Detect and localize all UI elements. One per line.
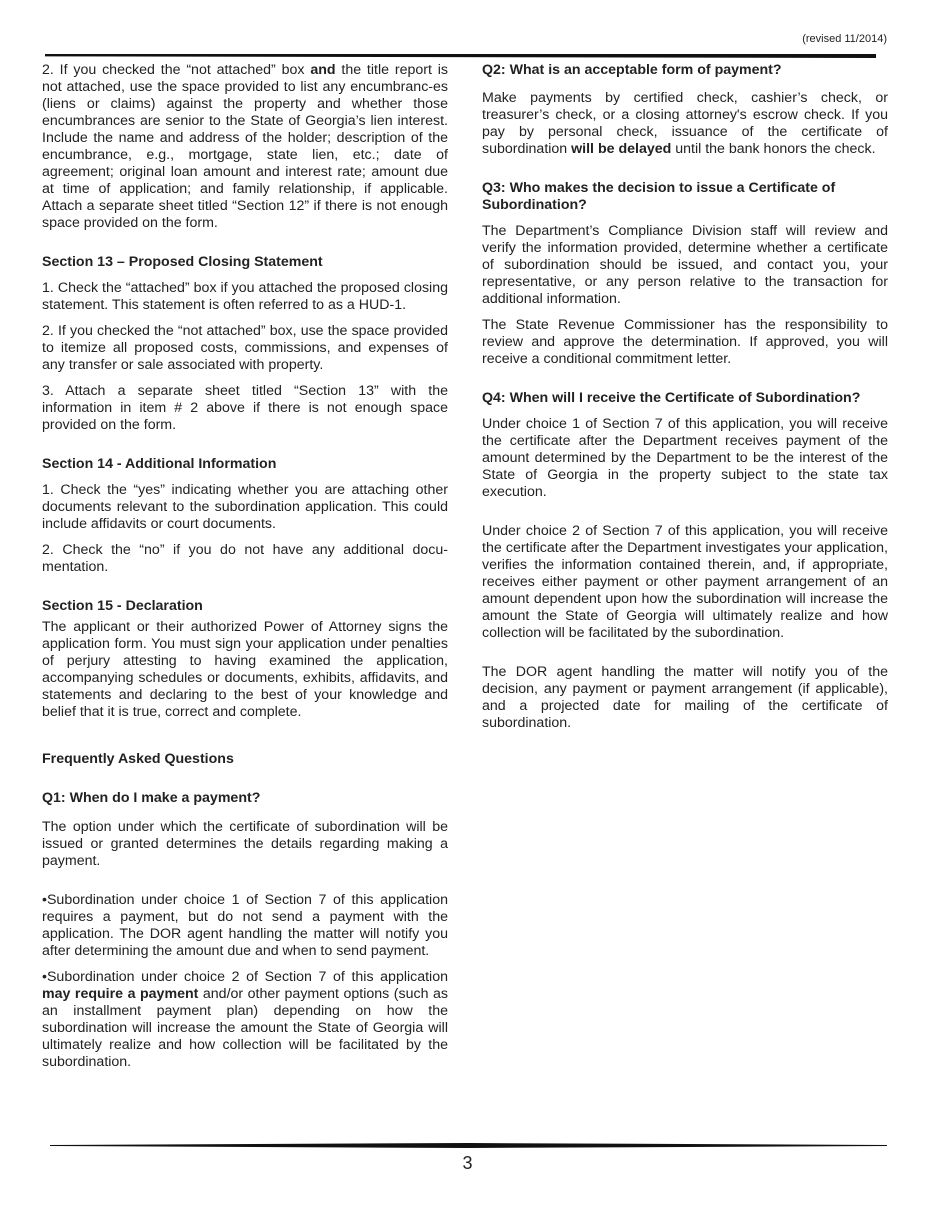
right-column	[482, 62, 888, 732]
q1-bullet-1: • Subordination under choice 1 of Section 7 of this application requires a payment, but do not send a payment with the application. The DOR agent handling the matter will notify you after determining the amount due and when to send payment.	[42, 892, 448, 960]
section-13-heading: Section 13 – Proposed Closing Statement	[42, 254, 323, 270]
revision-date: (revised 11/2014)	[802, 33, 887, 45]
page-number: 3	[462, 1153, 473, 1173]
header-rule	[45, 54, 876, 58]
faq-heading: Frequently Asked Questions	[42, 751, 234, 767]
q3-heading: Q3: Who makes the decision to issue a Certificate of Subordination?	[482, 180, 836, 213]
section-15-heading: Section 15 - Declaration	[42, 598, 203, 614]
section-13-item-1: 1. Check the “attached” box if you attached the proposed closing statement. This statement is often referred to as a HUD-1.	[42, 280, 448, 313]
section-15-body: The applicant or their authorized Power of Attorney signs the application form. You must sign your application under penalties of perjury attesting to having examined the application, accompanying schedules or documents, exhibits, affidavits, and statements and declaring to the best of your knowledge and belief that it is true, correct and complete.	[42, 619, 448, 720]
q1-body: The option under which the certificate of subordination will be issued or granted determines the details regarding making a payment.	[42, 819, 448, 869]
q4-body-3: The DOR agent handling the matter will notify you of the decision, any payment or payment arrangement (if applicable), and a projected date for mailing of the certificate of subordination.	[482, 664, 888, 731]
left-column	[42, 62, 448, 1071]
section-13-item-3: 3. Attach a separate sheet titled “Section 13” with the information in item # 2 above if there is not enough space provided on the form.	[42, 383, 448, 433]
section-14-heading: Section 14 - Additional Information	[42, 456, 277, 472]
section-14-item-1: 1. Check the “yes” indicating whether you are attaching other documents relevant to the subordination application. This could include affidavits or court documents.	[42, 482, 448, 532]
q3-body-1: The Department’s Compliance Division staff will review and verify the information provided, determine whether a certificate of subordination should be issued, and contact you, your representative, or any person relative to the transaction for additional information.	[482, 223, 888, 307]
section-12-item-2: 2. If you checked the “not attached” box and the title report is not attached, use the space provided to list any encumbranc-es (liens or claims) against the property and whether those encumbrances are senior to the State of Georgia’s lien interest. Include the name and address of the holder; description of the encumbrance, e.g., mortgage, state lien, etc.; date of agreement; original loan amount and interest rate; amount due at time of application; and family relationship, if applicable. Attach a separate sheet titled “Section 12” if there is not enough space provided on the form.	[42, 62, 448, 231]
q1-heading: Q1: When do I make a payment?	[42, 790, 261, 806]
q2-heading: Q2: What is an acceptable form of payment?	[482, 62, 782, 78]
footer-rule	[50, 1143, 887, 1148]
q4-body-1: Under choice 1 of Section 7 of this application, you will receive the certificate after the Department receives payment of the amount determined by the Department to be the interest of the State of Georgia in the property subject to the state tax execution.	[482, 416, 888, 500]
section-14-item-2: 2. Check the “no” if you do not have any additional docu-mentation.	[42, 542, 448, 575]
q4-heading: Q4: When will I receive the Certificate of Subordination?	[482, 390, 861, 406]
q1-bullet-2: • Subordination under choice 2 of Section 7 of this application may require a payment and/or other payment options (such as an installment payment plan) depending on how the subordination will increase the amount the State of Georgia will ultimately realize and how collection will be facilitated by the subordination.	[42, 969, 448, 1071]
q4-body-2: Under choice 2 of Section 7 of this application, you will receive the certificate after the Department investigates your application, verifies the information contained therein, and, if appropriate, receives either payment or other payment arrangement of an amount dependent upon how the subordination will increase the amount the State of Georgia will ultimately realize and how collection will be facilitated by the subordination.	[482, 523, 888, 641]
q2-body: Make payments by certified check, cashier’s check, or treasurer’s check, or a closing attorney's escrow check. If you pay by personal check, issuance of the certificate of subordination will be delayed until the bank honors the check.	[482, 90, 888, 157]
q3-body-2: The State Revenue Commissioner has the responsibility to review and approve the determination. If approved, you will receive a conditional commitment letter.	[482, 317, 888, 367]
section-13-item-2: 2. If you checked the “not attached” box, use the space provided to itemize all proposed costs, commissions, and expenses of any transfer or sale associated with property.	[42, 323, 448, 373]
